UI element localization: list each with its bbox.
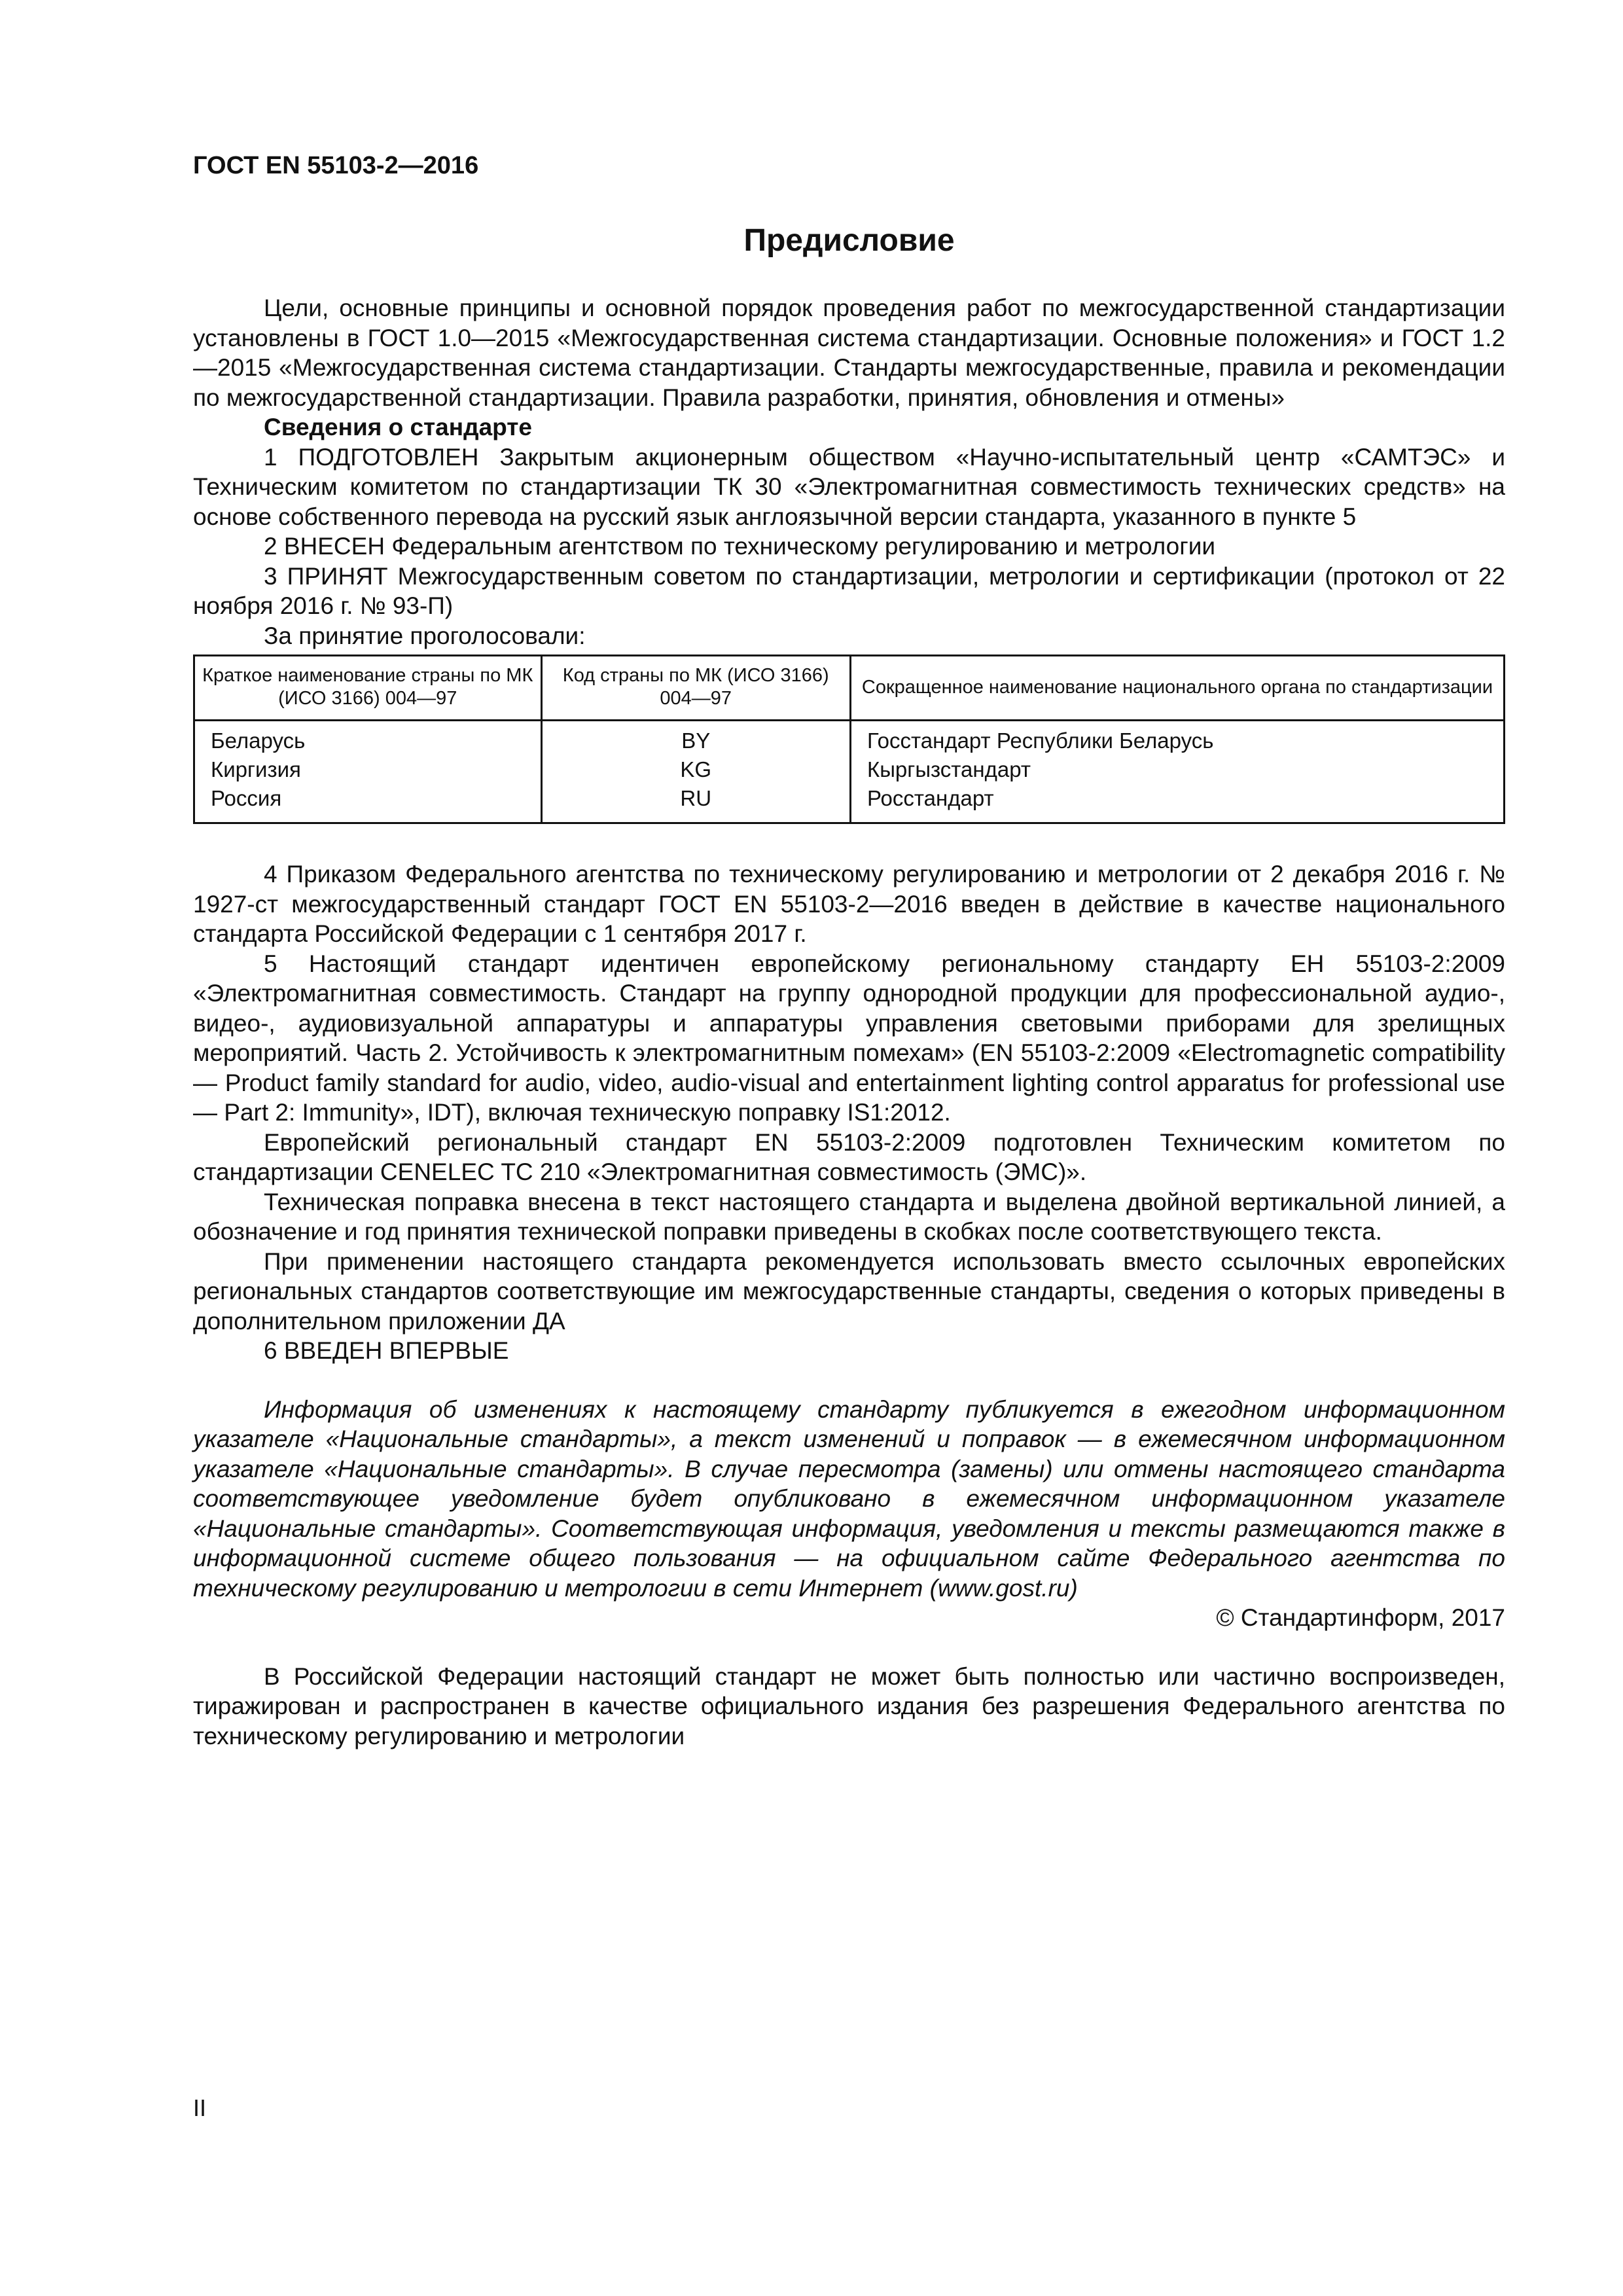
table-cell-countries bbox=[194, 721, 542, 823]
item-2-paragraph: 2 ВНЕСЕН Федеральным агентством по техническому регулированию и метрологии bbox=[264, 533, 1216, 560]
voting-table bbox=[193, 655, 1505, 824]
country-code: KG bbox=[680, 757, 712, 781]
country-code: BY bbox=[681, 728, 711, 753]
page-title: Предисловие bbox=[743, 223, 955, 258]
table-header-row bbox=[194, 656, 1505, 721]
table-header-country: Краткое наименование страны по МК (ИСО 3166) 004—97 bbox=[194, 656, 542, 721]
table-header-code: Код страны по МК (ИСО 3166) 004—97 bbox=[541, 656, 850, 721]
document-code-header: ГОСТ EN 55103-2—2016 bbox=[193, 152, 479, 179]
table-cell-bodies bbox=[850, 721, 1504, 823]
vote-intro: За принятие проголосовали: bbox=[264, 622, 586, 649]
table-row bbox=[194, 721, 1505, 823]
standards-body: Росстандарт bbox=[866, 786, 994, 810]
item-4-paragraph: 4 Приказом Федерального агентства по техническому регулированию и метрологии от 2 декабря 2016 г. № 1927-ст межгосударственный стандарт ГОСТ EN 55103-2—2016 введен в действие в качестве национального стандарта Российской Федерации с 1 сентября 2017 г. bbox=[193, 861, 1505, 947]
item-6-paragraph: 6 ВВЕДЕН ВПЕРВЫЕ bbox=[264, 1337, 509, 1364]
country-code: RU bbox=[680, 786, 712, 810]
country-name: Россия bbox=[211, 786, 282, 810]
standards-body: Кыргызстандарт bbox=[866, 757, 1031, 781]
item-5-correction-paragraph: Техническая поправка внесена в текст настоящего стандарта и выделена двойной вертикальной линией, а обозначение и год принятия технической поправки приведены в скобках после соответствующего текста. bbox=[193, 1188, 1505, 1245]
document-body bbox=[193, 293, 1505, 1751]
item-1-paragraph: 1 ПОДГОТОВЛЕН Закрытым акционерным обществом «Научно-испытательный центр «САМТЭС» и Техническим комитетом по стандартизации ТК 30 «Электромагнитная совместимость технических средств» на основе собственного перевода на русский язык англоязычной версии стандарта, указанного в пункте 5 bbox=[193, 443, 1505, 530]
item-5-paragraph: 5 Настоящий стандарт идентичен европейскому региональному стандарту ЕН 55103-2:2009 «Электромагнитная совместимость. Стандарт на группу однородной продукции для профессиональной аудио-, видео-, аудиовизуальной аппаратуры и аппаратуры управления световыми приборами для зрелищных мероприятий. Часть 2. Устойчивость к электромагнитным помехам» (EN 55103-2:2009 «Electromagnetic compatibility — Product family standard for audio, video, audio-visual and entertainment lighting control apparatus for professional use — Part 2: Immunity», IDT), включая техническую поправку IS1:2012. bbox=[193, 950, 1505, 1126]
change-notice-paragraph: Информация об изменениях к настоящему стандарту публикуется в ежегодном информационном указателе «Национальные стандарты», а текст изменений и поправок — в ежемесячном информационном указателе «Национальные стандарты». В случае пересмотра (замены) или отмены настоящего стандарта соответствующее уведомление будет опубликовано в ежемесячном информационном указателе «Национальные стандарты». Соответствующая информация, уведомления и тексты размещаются также в информационной системе общего пользования — на официальном сайте Федерального агентства по техническому регулированию и метрологии в сети Интернет (www.gost.ru) bbox=[193, 1395, 1505, 1602]
item-3-paragraph: 3 ПРИНЯТ Межгосударственным советом по стандартизации, метрологии и сертификации (протокол от 22 ноября 2016 г. № 93-П) bbox=[193, 562, 1505, 619]
standards-body: Госстандарт Республики Беларусь bbox=[866, 728, 1214, 753]
table-cell-codes bbox=[541, 721, 850, 823]
table-header-body: Сокращенное наименование национального органа по стандартизации bbox=[850, 656, 1504, 721]
copyright-line: © Стандартинформ, 2017 bbox=[1216, 1604, 1505, 1631]
item-5-european-paragraph: Европейский региональный стандарт EN 55103-2:2009 подготовлен Техническим комитетом по стандартизации CENELEC TC 210 «Электромагнитная совместимость (ЭМС)». bbox=[193, 1128, 1505, 1185]
page-number: II bbox=[193, 2094, 207, 2121]
info-heading: Сведения о стандарте bbox=[264, 414, 532, 440]
country-name: Киргизия bbox=[211, 757, 301, 781]
country-name: Беларусь bbox=[211, 728, 306, 753]
intro-paragraph: Цели, основные принципы и основной порядок проведения работ по межгосударственной стандартизации установлены в ГОСТ 1.0—2015 «Межгосударственная система стандартизации. Основные положения» и ГОСТ 1.2—2015 «Межгосударственная система стандартизации. Стандарты межгосударственные, правила и рекомендации по межгосударственной стандартизации. Правила разработки, принятия, обновления и отмены» bbox=[193, 295, 1505, 411]
legal-notice-paragraph: В Российской Федерации настоящий стандарт не может быть полностью или частично воспроизведен, тиражирован и распространен в качестве официального издания без разрешения Федерального агентства по техническому регулированию и метрологии bbox=[193, 1662, 1505, 1749]
item-5-application-paragraph: При применении настоящего стандарта рекомендуется использовать вместо ссылочных европейских региональных стандартов соответствующие им межгосударственные стандарты, сведения о которых приведены в дополнительном приложении ДА bbox=[193, 1247, 1505, 1335]
